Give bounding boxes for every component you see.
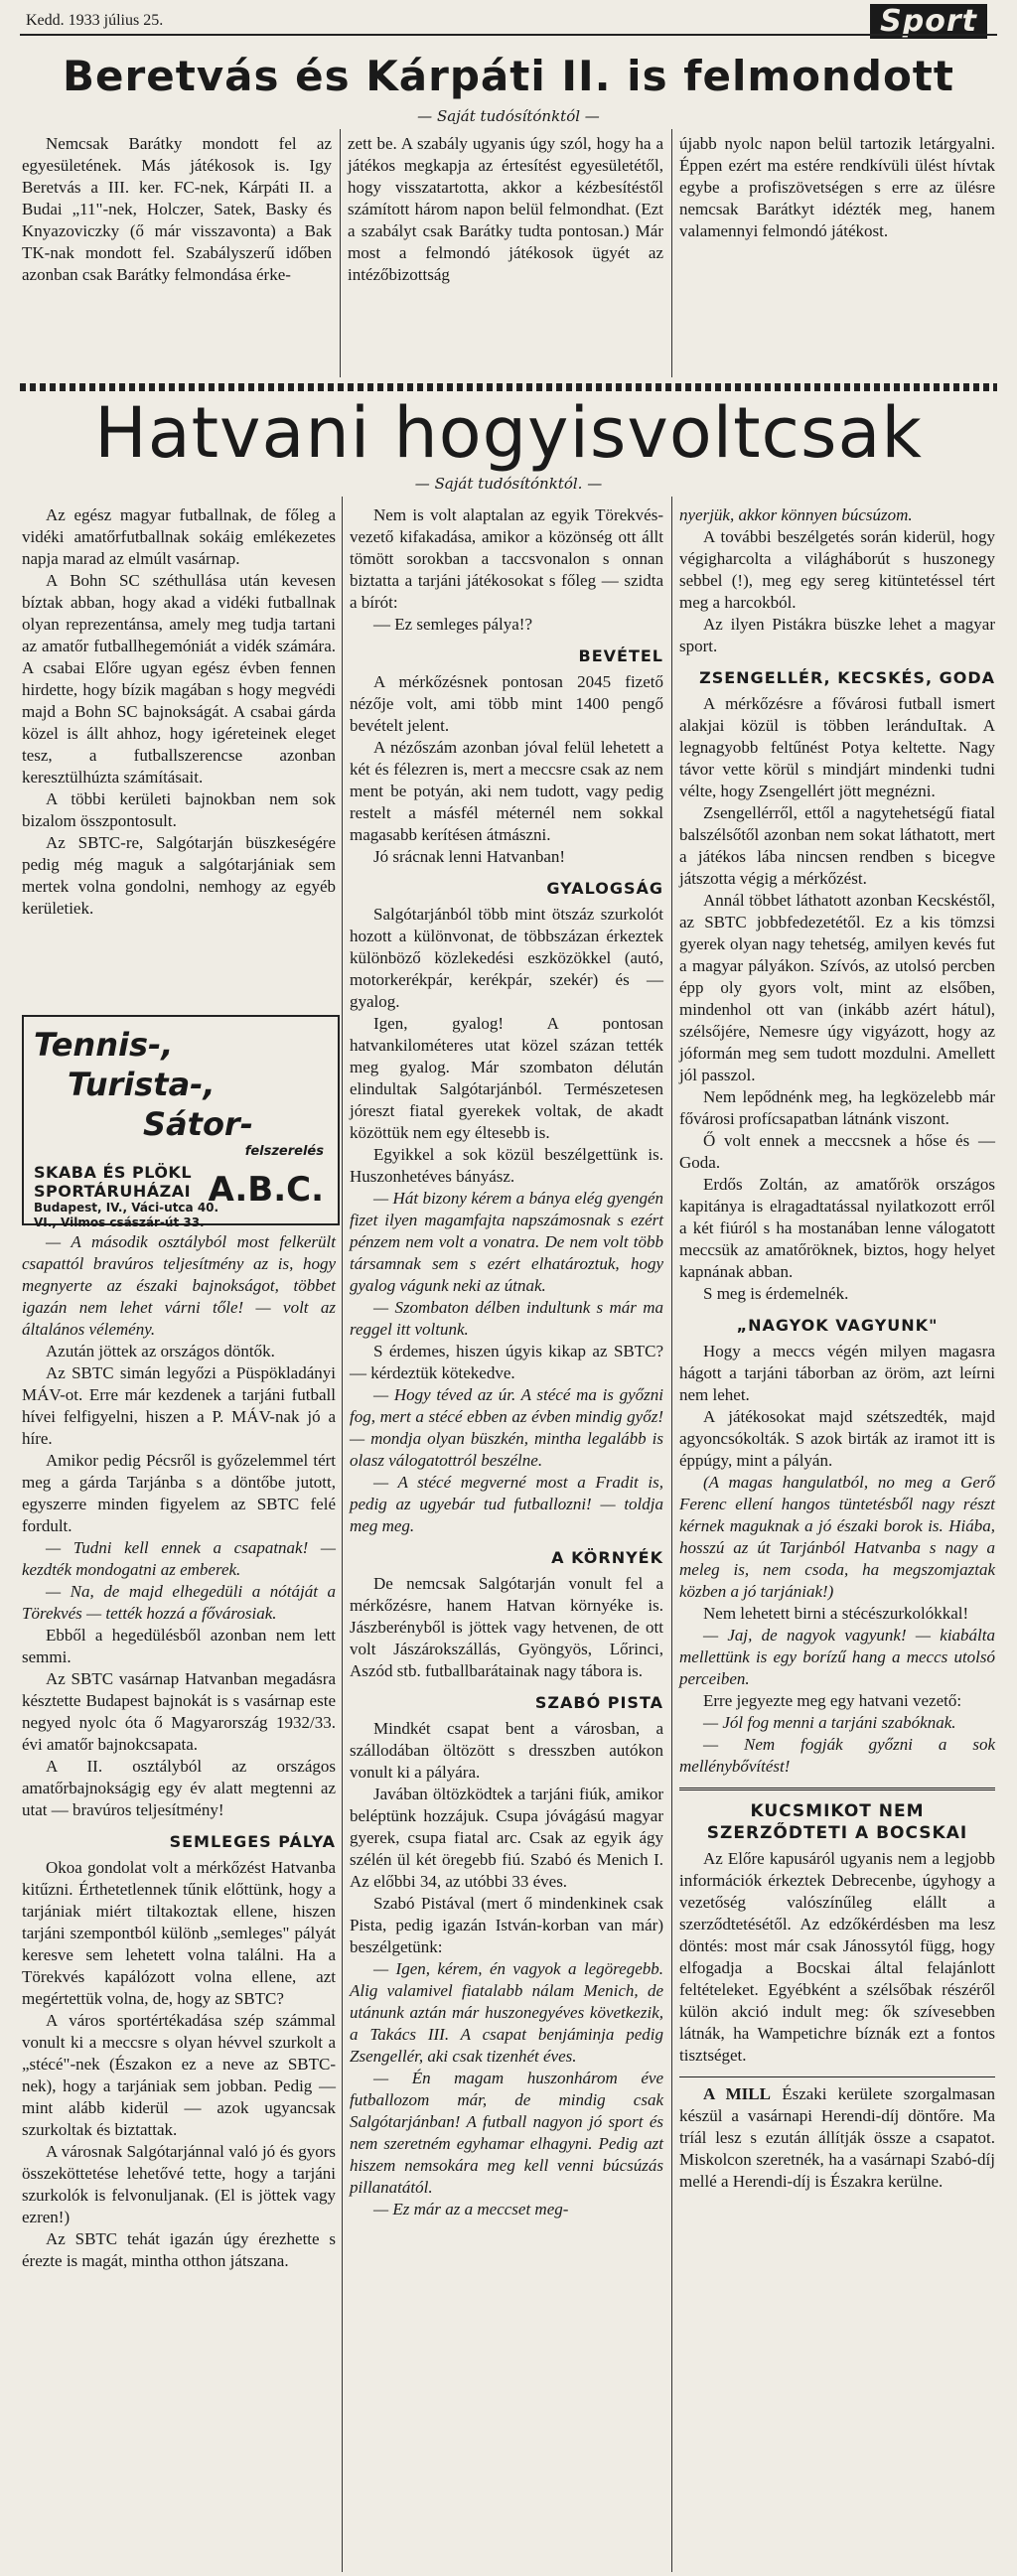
column-rule — [342, 497, 343, 2572]
article2-title: Hatvani hogyisvoltcsak — [94, 392, 923, 474]
column-rule — [340, 129, 341, 377]
paragraph: Annál többet láthatott azonban Kecskéstől, az SBTC jobbfedezetétől. Ez a kis tömzsi gyerek olyan nagy tehetség, amilyen kevés fut a magyar pályákon. Szívós, az utolsó percben épp oly gyors volt, mint az elsőben, mindenhol ott van (inkább azért hátul), szélsőjére, Nemesre úgy vigyázott, hogy az jóformán meg sem tudott mozdulni. Amellett jól passzol. — [679, 891, 995, 1084]
paragraph: (A magas hangulatból, no meg a Gerő Ferenc ellení hangos tüntetésből nagy részt kérnek maguknak a jó északi borok is. Hiába, hosszú az út Tarjánból Hatvanba s nagy a meleg is, nem csoda, ha megszomjaztak közben a jó tarjániak!) — [679, 1473, 995, 1601]
article2-byline: — Saját tudósítónktól. — — [414, 475, 603, 493]
article2-col1b — [22, 1231, 336, 2272]
paragraph: A mérkőzésnek pontosan 2045 fizető nézője volt, ami több mint 1400 pengő bevételt jelent. — [350, 672, 663, 735]
paragraph: Ő volt ennek a meccsnek a hőse és — Goda. — [679, 1131, 995, 1172]
paragraph: Erdős Zoltán, az amatőrök országos kapitánya is elragadtatással nyilatkozott erről a két fiúról s ha mostanában lenne válogatott meccsük az amatőröknek, biztos, hogy helyet kapnának abban. — [679, 1175, 995, 1281]
article2-col1 — [22, 504, 336, 920]
ad-line-felszereles: felszerelés — [244, 1144, 324, 1159]
page-header — [20, 4, 997, 39]
paragraph: Nem lepődnénk meg, ha legközelebb már fővárosi profícsapatban látnánk viszont. — [679, 1087, 995, 1128]
section-heading: „NAGYOK VAGYUNK" — [736, 1316, 939, 1335]
paragraph: — Nem fogják győzni a sok mellénybővítést! — [679, 1735, 995, 1776]
paragraph: Ebből a hegedülésből azonban nem lett semmi. — [22, 1626, 336, 1666]
paragraph: Igen, gyalog! A pontosan hatvankilométeres utat közel százan tették meg gyalog. Már szombaton délután elindultak Salgótarjánból. Természetesen jóreszt fiatal gyerekek voltak, de akadt közöttük nem egy éltesebb is. — [350, 1014, 663, 1142]
paragraph: — Na, de majd elhegedüli a nótáját a Törekvés — tették hozzá a fővárosiak. — [22, 1582, 336, 1623]
article1-col2-text: zett be. A szabály ugyanis úgy szól, hogy ha a játékos megkapja az értesítést egyesületétől, hogy visszatartotta, akkor a kézbesítéstől számított három napon belül felmondhat. (Ezt a szabályt csak Barátky tudta pontosan.) Már most a felmondó játékosok ügyét az intézőbizottság — [348, 134, 663, 284]
article1-title: Beretvás és Kárpáti II. is felmondott — [63, 52, 954, 100]
paragraph: S érdemes, hiszen úgyis kikap az SBTC? — kérdeztük kötekedve. — [350, 1342, 663, 1382]
article1-col3 — [679, 133, 995, 242]
column-rule — [671, 497, 672, 2572]
paragraph: A játékosokat majd szétszedték, majd agyoncsókolták. S azok birták az iramot itt is éppúgy, mint a pályán. — [679, 1407, 995, 1470]
paragraph: A városnak Salgótarjánnal való jó és gyors összeköttetése lehetővé tette, hogy a tarjáni szurkolók is felvonuljanak. (El is jöttek vagy ezren!) — [22, 2142, 336, 2226]
article1-col1-text: Nemcsak Barátky mondott fel az egyesületének. Más játékosok is. Igy Beretvás a III. ker. FC-nek, Kárpáti II. a Budai „11"-nek, Holczer, Satek, Basky és Knyazoviczky (ő már visszavonta) a Bak TK-nak mondott fel. Szabályszerű időben azonban csak Barátky felmondása érke- — [22, 134, 332, 284]
ad-abc-logo: A.B.C. — [208, 1170, 324, 1210]
paragraph: A mérkőzésre a fővárosi futball ismert alakjai közül is többen leránduItak. A legnagyobb feltűnést Potya keltette. Nagy távor vette körül s mindjárt mindenki tudni vélte, hogy Zsengellért jött megnézni. — [679, 694, 995, 800]
paragraph: — Jól fog menni a tarjáni szabóknak. — [703, 1713, 956, 1732]
paragraph: Azután jöttek az országos döntők. — [46, 1342, 275, 1360]
ad-line-sator: Sátor- — [143, 1105, 253, 1143]
paragraph: — Jaj, de nagyok vagyunk! — kiabálta mellettünk is egy borízű hang a meccs utolsó perceiben. — [679, 1626, 995, 1688]
article3-title: KUCSMIKOT NEM SZERZŐDTETI A BOCSKAI — [706, 1801, 968, 1843]
paragraph: S meg is érdemelnék. — [703, 1284, 849, 1303]
paragraph: Szabó Pistával (mert ő mindenkinek csak Pista, pedig igazán István-korban van már) beszélgetünk: — [350, 1894, 663, 1956]
paragraph: — Tudni kell ennek a csapatnak! — kezdték mondogatni az emberek. — [22, 1538, 336, 1579]
section-heading: SEMLEGES PÁLYA — [169, 1832, 336, 1851]
paragraph: Javában öltözködtek a tarjáni fiúk, amikor beléptünk hozzájuk. Csupa jóvágású magyar gyerek, csupa fiatal arc. Csak az egyik ágy szélén ül két öregebb fiú. Szabó és Menich I. Az előbbi 34, az utóbbi 33 éves. — [350, 1785, 663, 1891]
article4-lead: A MILL — [703, 2084, 771, 2103]
ad-address: Budapest, IV., Váci-utca 40. VI., Vilmos császár-út 33. — [34, 1201, 219, 1229]
paragraph: Salgótarjánból több mint ötszáz szurkolót hozott a különvonat, de többszázan érkeztek különböző közlekedési eszközökkel (autó, motorkerékpár, kerékpár, szekér) és — gyalog. — [350, 905, 663, 1011]
issue-date: Kedd. 1933 július 25. — [26, 12, 164, 29]
paragraph: Jó srácnak lenni Hatvanban! — [373, 847, 566, 866]
paragraph: A város sportértékadása szép számmal vonult ki a meccsre s olyan hévvel szurkolt a „stécé"-nek (Északon ez a neve az SBTC-nek), hogy a tarjániak sem jobban. Pedig — mint alább kiderül — azok ugyancsak szurkoltak és biztattak. — [22, 2011, 336, 2139]
article-separator — [679, 2076, 995, 2077]
paragraph: nyerjük, akkor könnyen búcsúzom. — [679, 505, 913, 524]
paragraph: — Igen, kérem, én vagyok a legöregebb. Alig valamivel fiatalabb nálam Menich, de utánunk aztán már huszonegyéves következik, a Takács III. A csapat benjáminja pedig Zsengellér, aki csak tizenhét éves. — [350, 1959, 663, 2066]
paragraph: Erre jegyezte meg egy hatvani vezető: — [703, 1691, 962, 1710]
paragraph: Egyikkel a sok közül beszélgettünk is. Huszonhetéves bányász. — [350, 1145, 663, 1186]
paragraph: Az egész magyar futballnak, de főleg a vidéki amatőrfutballnak sokáig emlékezetes napja marad az elmúlt vasárnap. — [22, 505, 336, 568]
paragraph: Mindkét csapat bent a városban, a szállodában öltözött s dresszben autókon vonult ki a pályára. — [350, 1719, 663, 1782]
ad-line-tennis: Tennis-, — [34, 1026, 174, 1064]
paragraph: — A stécé megverné most a Fradit is, pedig az ugyebár tud futballozni! — toldja meg meg. — [350, 1473, 663, 1535]
paragraph: A többi kerületi bajnokban nem sok bizalom összpontosult. — [22, 789, 336, 830]
section-divider — [20, 383, 997, 391]
paragraph: — Ez már az a meccset meg- — [373, 2200, 569, 2218]
paragraph: Amikor pedig Pécsről is győzelemmel tért meg a gárda Tarjánba s a döntőbe jutott, egyszerre minden figyelem az SBTC felé fordult. — [22, 1451, 336, 1535]
ad-line-turista: Turista-, — [68, 1066, 216, 1103]
paragraph: — Ez semleges pálya!? — [373, 615, 533, 634]
article-separator — [679, 1788, 995, 1790]
paragraph: Okoa gondolat volt a mérkőzést Hatvanba kitűzni. Érthetetlennek tűnik előttünk, hogy a tarjániak miért tiltakoztak ellene, hiszen tarjáni szempontból különb „semleges" pályát keresve sem lehetett volna találni. Ha a Törekvés kapálózott volna ellene, azt megértettük volna, de, hogy az SBTC? — [22, 1858, 336, 2008]
paragraph: Nem is volt alaptalan az egyik Törekvés-vezető kifakadása, amikor a közönség ott állt tömött sorokban a taccsvonalon s onnan biztatta a tarjáni játékosokat s főleg — szidta a bírót: — [350, 505, 663, 612]
article1-byline: — Saját tudósítónktól — — [417, 107, 600, 125]
newspaper-logo: Sport — [870, 4, 987, 39]
article1-col3-text: újabb nyolc napon belül tartozik letárgyalni. Éppen ezért ma estére rendkívüli ülést hívtak egybe a profiszövetségen s erre az ülésre nemcsak Barátkyt idézték meg, hanem valamennyi felmondó játékost. — [679, 134, 995, 240]
paragraph: — Szombaton délben indultunk s már ma reggel itt voltunk. — [350, 1298, 663, 1339]
section-heading: BEVÉTEL — [578, 646, 663, 665]
paragraph: A nézőszám azonban jóval felül lehetett a két és félezren is, mert a meccsre csak az nem ment be potyán, aki nem tudott, vagy pedig restelt a másfél méternél nem sokkal magasabb kerítésen átmászni. — [350, 738, 663, 844]
paragraph: Az SBTC vasárnap Hatvanban megadásra késztette Budapest bajnokát is s vasárnap este negyed nyolc óta ő Magyarország 1932/33. évi amatőr bajnokcsapata. — [22, 1669, 336, 1754]
column-rule — [671, 129, 672, 377]
paragraph: — Én magam huszonhárom éve futballozom már, de mindig csak Salgótarjánban! A futball nagyon jó sport és nem szeretném egyhamar elhagyni. Pedig azt hiszem nemsokára meg kell venni búcsúzás pillanatától. — [350, 2069, 663, 2197]
article1-col1 — [22, 133, 332, 286]
paragraph: — A második osztályból most felkerült csapattól bravúros teljesítmény az is, hogy megnyerte az északi bajnokságot, többet igazán nem lehet várni tőle! — volt az általános vélemény. — [22, 1232, 336, 1339]
paragraph: De nemcsak Salgótarján vonult fel a mérkőzésre, hanem Hatvan környéke is. Jászberényből is jöttek vagy hetvenen, de ott volt Jászárokszállás, Gyöngyös, Lőrinci, Aszód stb. futballbarátainak nagy tábora is. — [350, 1574, 663, 1680]
section-heading: GYALOGSÁG — [546, 879, 663, 898]
paragraph: A további beszélgetés során kiderül, hogy végigharcolta a világháborút s huszonegy sebbel (!), meg egy sereg kitüntetéssel tért meg a harcokból. — [679, 527, 995, 612]
paragraph: — Hát bizony kérem a bánya elég gyengén fizet ilyen magamfajta napszámosnak s ezért pénzem nem volt a vonatra. De nem volt több társamnak sem s ezért elhatároztuk, hogy gyalog vágunk neki az útnak. — [350, 1189, 663, 1295]
paragraph: Az SBTC-re, Salgótarján büszkeségére pedig még maguk a salgótarjániak sem mertek volna gondolni, nemhogy az egyéb kerületiek. — [22, 833, 336, 918]
article2-col3 — [679, 504, 995, 2193]
paragraph: Hogy a meccs végén milyen magasra hágott a tarjáni táborban az öröm, azt leírni nem lehet. — [679, 1342, 995, 1404]
article2-col2 — [350, 504, 663, 2220]
paragraph: Nem lehetett birni a stécészurkolókkal! — [703, 1604, 969, 1623]
paragraph: A II. osztályból az országos amatőrbajnokságig egy év alatt megtenni az utat — bravúros teljesítmény! — [22, 1757, 336, 1819]
section-heading: ZSENGELLÉR, KECSKÉS, GODA — [699, 668, 995, 687]
paragraph: Az ilyen Pistákra büszke lehet a magyar sport. — [679, 615, 995, 655]
paragraph: Zsengellérről, ettől a nagytehetségű fiatal balszélsőtől azonban nem sokat láthatott, mert a játékos lába nincsen rendben s bicegve játszotta végig a mérkőzést. — [679, 803, 995, 888]
section-heading: SZABÓ PISTA — [534, 1693, 663, 1712]
header-rule — [20, 34, 997, 36]
section-heading: A KÖRNYÉK — [551, 1548, 663, 1567]
paragraph: Az SBTC tehát igazán úgy érezhette s érezte is magát, mintha otthon játszana. — [22, 2229, 336, 2270]
paragraph: A Bohn SC széthullása után kevesen bíztak abban, hogy akad a vidéki futballnak olyan reprezentánsa, amely meg tudja tartani az amatőr futballhegemóniát a vidék számára. A csabai Előre ugyan egész évben fennen hirdette, hogy bízik magában s hogy megvédi majd a Bohn SC bajnokságát. A csabai gárda közel is állt ahhoz, hogy igéreteinek eleget tesz, a futballszerencse azonban keresztülhúzta számításait. — [22, 571, 336, 787]
paragraph: — Hogy téved az úr. A stécé ma is győzni fog, mert a stécé ebben az évben mindig győz! — mondja olyan büszkén, mintha legalább is olasz válogatottról beszélne. — [350, 1385, 663, 1470]
advertisement-box — [22, 1015, 340, 1229]
ad-store-name: SKABA ÉS PLÖKL SPORTÁRUHÁZAI — [34, 1163, 193, 1201]
article4-body: Északi kerülete szorgalmasan készül a vasárnapi Herendi-díj döntőre. Ma tríál lesz s ezután állítják össze a csapatot. Miskolcon szeretnék, ha a vasárnapi Szabó-díj mellé a Herendi-díj is Északra kerülne. — [679, 2084, 995, 2191]
article3-body: Az Előre kapusáról ugyanis nem a legjobb információk érkeztek Debrecenbe, úgyhogy a vezetőség valószínűleg elállt a szerződtetésétől. Az edzőkérdésben ma lesz döntés: most már csak Jánossytól függ, hogy elfogadja a Bocskai által felajánlott feltételeket. Egyébként a szélsőbak részéről külön akció indult meg: ők szívesebben látnák, ha Wampetichre bíznák ezt a fontos tisztséget. — [679, 1849, 995, 2065]
paragraph: Az SBTC simán legyőzi a Püspökladányi MÁV-ot. Erre már kezdenek a tarjáni futball hívei felfigyelni, hiszen a P. MÁV-nak jó a híre. — [22, 1363, 336, 1448]
article1-col2 — [348, 133, 663, 286]
